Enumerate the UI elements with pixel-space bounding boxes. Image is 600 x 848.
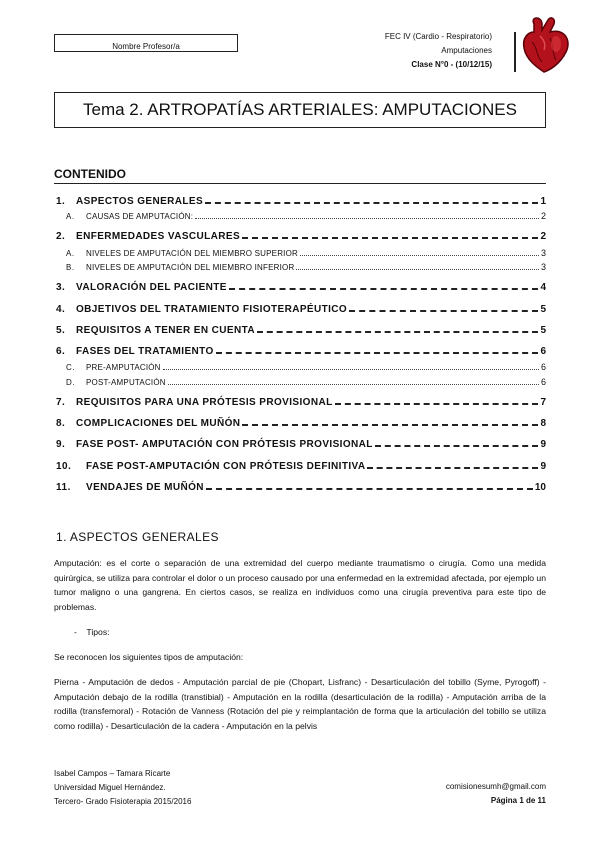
bullet-item	[74, 625, 374, 640]
toc-entry[interactable]	[56, 248, 546, 258]
toc-page: 7	[540, 397, 546, 408]
toc-label: FASE POST-AMPUTACIÓN CON PRÓTESIS DEFINITIVA	[86, 461, 366, 472]
toc-label: FASES DEL TRATAMIENTO	[76, 346, 214, 357]
footer-university: Universidad Miguel Hernández.	[54, 783, 166, 792]
toc-number: 4.	[56, 304, 66, 315]
toc-leader	[300, 255, 539, 256]
toc-entry[interactable]	[56, 325, 546, 336]
types-intro: Se reconocen los siguientes tipos de amputación:	[54, 652, 244, 662]
toc-page: 6	[540, 377, 546, 387]
toc-label: COMPLICACIONES DEL MUÑÓN	[76, 418, 241, 429]
toc-label: NIVELES DE AMPUTACIÓN DEL MIEMBRO INFERIOR	[86, 263, 295, 272]
toc-page: 6	[540, 362, 546, 372]
toc-page: 1	[540, 196, 546, 207]
toc-entry[interactable]	[56, 211, 546, 221]
toc-number: 10.	[56, 461, 72, 472]
toc-leader	[296, 269, 539, 270]
toc-number: A.	[66, 212, 75, 221]
toc-entry[interactable]	[56, 439, 546, 450]
toc-entry[interactable]	[56, 377, 546, 387]
toc-leader	[229, 288, 539, 290]
toc-page: 2	[540, 231, 546, 242]
toc-entry[interactable]	[56, 304, 546, 315]
course-name: FEC IV (Cardio - Respiratorio)	[384, 32, 492, 41]
toc-entry[interactable]	[56, 418, 546, 429]
toc-leader	[257, 331, 538, 333]
toc-page: 6	[540, 346, 546, 357]
toc-label: PRE-AMPUTACIÓN	[86, 363, 161, 372]
toc-label: OBJETIVOS DEL TRATAMIENTO FISIOTERAPÉUTICO	[76, 304, 348, 315]
toc-label: VENDAJES DE MUÑÓN	[86, 482, 204, 493]
toc-leader	[367, 467, 538, 469]
toc-number: B.	[66, 263, 75, 272]
toc-number: 5.	[56, 325, 66, 336]
toc-entry[interactable]	[56, 196, 546, 207]
toc-page: 9	[540, 461, 546, 472]
toc-leader	[163, 369, 539, 370]
footer-left	[54, 767, 191, 809]
toc-leader	[216, 352, 539, 354]
toc-entry[interactable]	[56, 346, 546, 357]
professor-name-box	[54, 34, 238, 52]
footer-email[interactable]: comisionesumh@gmail.com	[445, 782, 546, 791]
toc-label: REQUISITOS PARA UNA PRÓTESIS PROVISIONAL	[76, 397, 333, 408]
toc-number: D.	[66, 378, 75, 387]
toc-number: 7.	[56, 397, 66, 408]
toc-leader	[205, 202, 538, 204]
header-divider	[514, 32, 516, 72]
professor-name-label: Nombre Profesor/a	[112, 42, 180, 51]
toc-page: 9	[540, 439, 546, 450]
toc-number: C.	[66, 363, 75, 372]
toc-page: 3	[540, 248, 546, 258]
footer-right	[446, 780, 546, 808]
toc-label: POST-AMPUTACIÓN	[86, 378, 166, 387]
section-heading: 1. ASPECTOS GENERALES	[56, 530, 219, 544]
toc-page: 2	[540, 211, 546, 221]
toc-page: 5	[540, 304, 546, 315]
toc-number: 11.	[56, 482, 71, 493]
toc-leader	[242, 424, 538, 426]
toc-page: 4	[540, 282, 546, 293]
document-title: Tema 2. ARTROPATÍAS ARTERIALES: AMPUTACIONES	[83, 100, 517, 119]
toc-number: 1.	[56, 196, 66, 207]
toc-entry[interactable]	[56, 282, 546, 293]
toc-leader	[242, 237, 538, 239]
bullet-label: Tipos:	[86, 627, 110, 637]
amputation-definition: Amputación: es el corte o separación de una extremidad del cuerpo mediante traumatismo o cirugía. Como una medida quirúrgica, se utiliza para controlar el dolor o un proceso causado por una enfermedad en la extremidad afectada, por ejemplo un tumor maligno o una gangrena. En ciertos casos, se realiza en individuos como una cirugía preventiva para este tipo de problemas.	[54, 558, 546, 612]
toc-entry[interactable]	[56, 362, 546, 372]
toc-entry[interactable]	[56, 262, 546, 272]
toc-leader	[375, 445, 539, 447]
toc-number: 8.	[56, 418, 66, 429]
toc-page: 8	[540, 418, 546, 429]
toc-label: ENFERMEDADES VASCULARES	[76, 231, 241, 242]
toc-leader	[195, 218, 539, 219]
toc-entry[interactable]	[56, 231, 546, 242]
topic-name: Amputaciones	[441, 46, 492, 55]
toc-number: 2.	[56, 231, 66, 242]
header-info	[385, 30, 492, 72]
page-number: Página 1 de 11	[490, 796, 546, 805]
contents-heading: CONTENIDO	[54, 167, 126, 181]
footer-degree: Tercero- Grado Fisioterapia 2015/2016	[54, 797, 192, 806]
toc-number: 6.	[56, 346, 66, 357]
toc-entry[interactable]	[56, 397, 546, 408]
toc-number: 3.	[56, 282, 66, 293]
class-info: Clase N°0 - (10/12/15)	[411, 60, 492, 69]
toc-leader	[168, 384, 539, 385]
anatomical-heart-icon	[520, 14, 574, 74]
toc-label: ASPECTOS GENERALES	[76, 196, 204, 207]
types-list: Pierna - Amputación de dedos - Amputación parcial de pie (Chopart, Lisfranc) - Desarticulación del tobillo (Syme, Pyrogoff) - Amputación debajo de la rodilla (transtibial) - Amputación en la rodilla (desarticulación de la rodilla) - Amputación arriba de la rodilla (transfemoral) - Rotación de Vanness (Rotación del pie y reimplantación de forma que la articulación del tobillo se utiliza como rodilla) - Desarticulación de la cadera - Amputación en la pelvis	[54, 677, 546, 731]
toc-leader	[349, 310, 538, 312]
toc-label: NIVELES DE AMPUTACIÓN DEL MIEMBRO SUPERIOR	[86, 249, 298, 258]
toc-page: 10	[534, 482, 546, 493]
toc-page: 5	[540, 325, 546, 336]
toc-number: 9.	[56, 439, 66, 450]
contents-rule	[54, 183, 546, 184]
bullet-dash: -	[74, 627, 87, 637]
toc-number: A.	[66, 249, 75, 258]
footer-authors: Isabel Campos – Tamara Ricarte	[54, 769, 171, 778]
document-title-box	[54, 92, 546, 128]
toc-label: FASE POST- AMPUTACIÓN CON PRÓTESIS PROVISIONAL	[76, 439, 373, 450]
toc-leader	[206, 488, 533, 490]
toc-entry[interactable]	[56, 461, 546, 472]
toc-leader	[335, 403, 539, 405]
toc-label: CAUSAS DE AMPUTACIÓN:	[86, 212, 194, 221]
toc-entry[interactable]	[56, 482, 546, 493]
toc-label: REQUISITOS A TENER EN CUENTA	[76, 325, 255, 336]
toc-label: VALORACIÓN DEL PACIENTE	[76, 282, 227, 293]
toc-page: 3	[540, 262, 546, 272]
